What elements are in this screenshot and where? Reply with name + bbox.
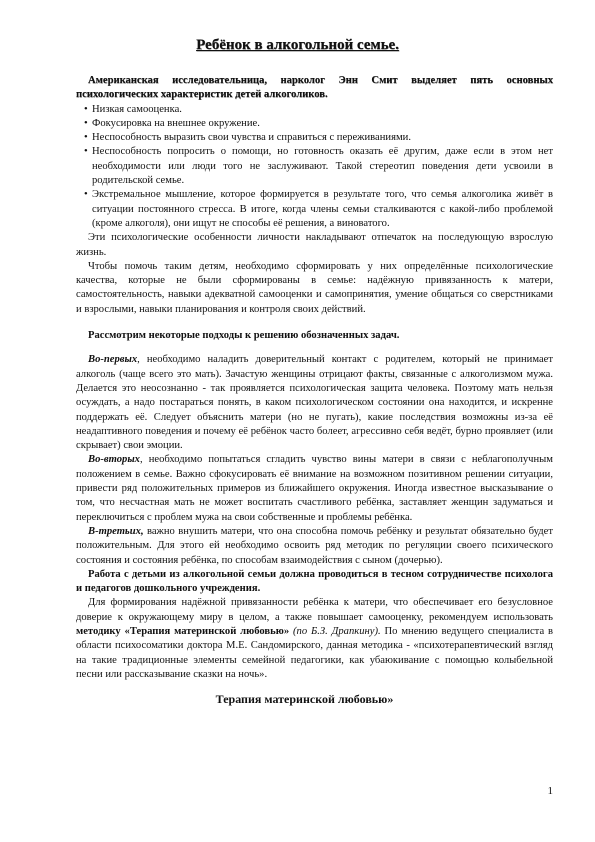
third-text: важно внушить матери, что она способна помочь ребёнку и результат обязательно будет положительным. Для этого ей необходимо освоить ряд методик по регуляции своего психического состояния и состояния ребёнка, по способам взаимодействия с сыном (дочерью). [76, 525, 553, 566]
method-text-a: Для формирования надёжной привязанности ребёнка к матери, что обеспечивает его безусловное доверие к окружающему миру в целом, а также повышает самооценку, рекомендуем использовать [76, 597, 553, 623]
work-statement: Работа с детьми из алкогольной семьи должна проводиться в тесном сотрудничестве психолога и педагогов дошкольного учреждения. [76, 568, 553, 595]
second-text: , необходимо попытаться сгладить чувство вины матери в связи с неблагополучным положением в семье. Важно сфокусировать её внимание на возможном позитивном решении ситуации, привести ряд положительных примеров из ближайшего окружения. Иногда известное высказывание о том, что несчастная мать не может воспитать счастливого ребёнка, заставляет женщин задуматься и переключиться с проблем мужа на свои собственные и проблемы ребёнка. [76, 454, 553, 523]
paragraph-third [76, 525, 553, 568]
section-heading: Рассмотрим некоторые подходы к решению обозначенных задач. [88, 330, 400, 342]
characteristics-list [76, 103, 553, 232]
body-text [76, 74, 553, 706]
lead-first: Во-первых [88, 354, 138, 366]
paragraph-first [76, 353, 553, 453]
intro-paragraph: Американская исследовательница, нарколог Энн Смит выделяет пять основных психологических характеристик детей алкоголиков. [76, 75, 553, 101]
page-number: 1 [547, 785, 553, 797]
method-paragraph [76, 596, 553, 682]
list-item: • Неспособность попросить о помощи, но готовность оказать её другим, даже если в этом нет необходимости или люди того не заслуживают. Такой стереотип поведения дети усвоили в родительской семье. [84, 145, 553, 188]
paragraph: Чтобы помочь таким детям, необходимо сформировать у них определённые психологические качества, которые не были сформированы в семье: надёжную привязанность к матери, самостоятельность, навыки адекватной самооценки и самопринятия, умение общаться со сверстниками и взрослыми, навыки планирования и контроля своих действий. [76, 260, 553, 315]
lead-second: Во-вторых [88, 454, 140, 466]
method-name: методику «Терапия материнской любовью» [76, 625, 290, 637]
list-item: • Неспособность выразить свои чувства и справиться с переживаниями. [84, 131, 553, 145]
method-author: (по Б.З. Драпкину). [289, 625, 381, 637]
list-item: • Фокусировка на внешнее окружение. [84, 117, 553, 131]
method-text-b: По мнению ведущего специалиста в области психосоматики доктора М.Е. Сандомирского, данная методика - «психотерапевтический взгляд на такие традиционные элементы семейной педагогики, как убаюкивание с помощью колыбельной песни или рассказывание сказки на ночь». [76, 625, 554, 680]
list-item: • Экстремальное мышление, которое формируется в результате того, что семья алкоголика живёт в ситуации постоянного стресса. В итоге, когда члены семьи сталкиваются с какой-либо проблемой (кроме алкоголя), они ищут не способы её решения, а виноватого. [84, 188, 553, 231]
lead-third: В-третьих, [88, 525, 144, 537]
subheading: Терапия материнской любовью» [215, 692, 394, 707]
list-item: • Низкая самооценка. [84, 103, 553, 117]
first-text: , необходимо наладить доверительный контакт с родителем, который не принимает алкоголь (чаще всего это мать). Зачастую женщины отрицают факты, связанные с алкоголизмом мужа. Делается это неосознанно - так проявляется психологическая защита человека. Поэтому мать нельзя осуждать, а надо постараться понять, в каком психологическом состоянии она находится, и искренне поддержать её. Следует объяснить матери (но не пугать), какие последствия возможны из-за её неадаптивного поведения и почему её ребёнок часто болеет, агрессивно себя ведёт, бурно проявляет (или скрывает) свои эмоции. [76, 354, 553, 452]
page-title: Ребёнок в алкогольной семье. [196, 37, 399, 53]
paragraph: Эти психологические особенности личности накладывают отпечаток на последующую взрослую жизнь. [76, 232, 553, 258]
paragraph-second [76, 453, 553, 524]
